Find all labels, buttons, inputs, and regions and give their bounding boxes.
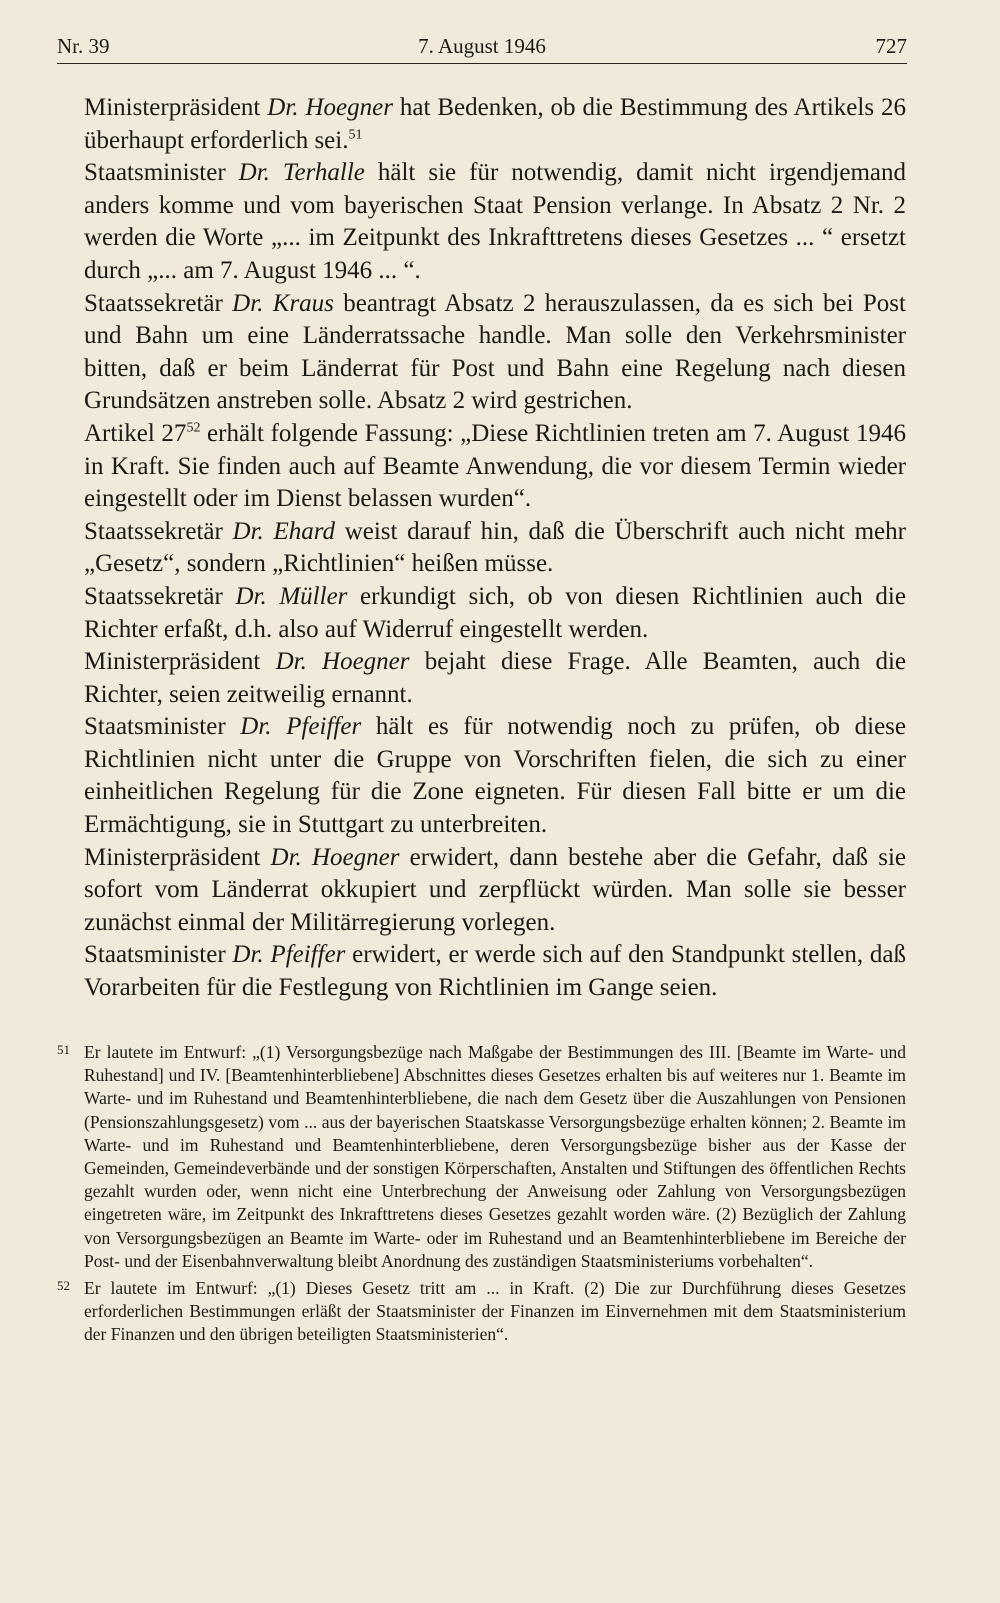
speaker-name: Dr. Pfeiffer [240,713,362,741]
speaker-name: Dr. Müller [235,582,348,610]
page-header [57,30,907,64]
speaker-name: Dr. Hoegner [275,648,410,676]
page-number: 727 [875,34,907,58]
paragraph: Staatssekretär Dr. Ehard weist darauf hin, daß die Überschrift auch nicht mehr „Gesetz“, sondern „Richtlinien“ heißen müsse. [84,517,906,578]
footnote-ref: 52 [186,420,201,436]
footnotes [57,1041,906,1351]
speaker-name: Dr. Hoegner [270,843,400,871]
paragraph: Artikel $27^{52}$ erhält folgende Fassung: „Diese Richtlinien treten am 7. August 1946 in Kraft. Sie finden auch auf Beamte Anwendung, die vor diesem Termin wieder eingestellt oder im Dienst belassen wurden“. [84,419,906,513]
speaker-name: Dr. Hoegner [267,94,393,121]
speaker-name: Dr. Pfeiffer [232,941,346,969]
footnote [57,1041,906,1273]
header-rule [57,63,907,64]
footnote-number: 52 [57,1278,70,1294]
footnote-text: Er lautete im Entwurf: „(1) Dieses Gesetz tritt am ... in Kraft. (2) Die zur Durchführung dieses Gesetzes erforderlichen Bestimmungen erläßt der Staatsminister der Finanzen im Einvernehmen mit dem Staatsministerium der Finanzen und den übrigen beteiligten Staatsministerien“. [84,1278,906,1345]
paragraph: Staatsminister Dr. Terhalle hält sie für notwendig, damit nicht irgendjemand anders komme und vom bayerischen Staat Pension verlange. In Absatz 2 Nr. 2 werden die Worte „... im Zeitpunkt des Inkrafttretens dieses Gesetzes ... “ ersetzt durch „... am 7. August 1946 ... “. [84,159,907,284]
paragraph: Staatssekretär Dr. Müller erkundigt sich, ob von diesen Richtlinien auch die Richter erfaßt, d.h. also auf Widerruf eingestellt werden. [84,582,906,643]
paragraph: Staatsminister Dr. Pfeiffer hält es für notwendig noch zu prüfen, ob diese Richtlinien nicht unter die Gruppe von Vorschriften fielen, die sich zu einer einheitlichen Regelung für die Zone eigneten. Für diesen Fall bitte er um die Ermächtigung, sie in Stuttgart zu unterbreiten. [84,713,907,839]
footnote-ref: 51 [348,127,363,143]
footnote-number: 51 [57,1042,70,1057]
speaker-name: Dr. Kraus [232,289,334,317]
paragraph: Ministerpräsident Dr. Hoegner hat Bedenken, ob die Bestimmung des Artikels 26 überhaupt erforderlich sei.$^{51}$ [84,94,906,154]
footnote [57,1277,906,1347]
paragraph: Staatsminister Dr. Pfeiffer erwidert, er werde sich auf den Standpunkt stellen, daß Vorarbeiten für die Festlegung von Richtlinien im Gange seien. [84,941,906,1002]
paragraph: Ministerpräsident Dr. Hoegner bejaht diese Frage. Alle Beamten, auch die Richter, seien zeitweilig ernannt. [84,648,906,708]
paragraph: Ministerpräsident Dr. Hoegner erwidert, dann bestehe aber die Gefahr, daß sie sofort vom Länderrat okkupiert und zerpflückt würden. Man solle sie besser zunächst einmal der Militärregierung vorlegen. [84,843,906,936]
speaker-name: Dr. Terhalle [238,159,365,187]
issue-number: Nr. 39 [57,34,110,58]
protocol-body [84,92,906,1005]
paragraph: Staatssekretär Dr. Kraus beantragt Absatz 2 herauszulassen, da es sich bei Post und Bahn um eine Länderratssache handle. Man solle den Verkehrsminister bitten, daß er beim Länderrat für Post und Bahn eine Regelung nach diesen Grundsätzen anstreben solle. Absatz 2 wird gestrichen. [84,289,906,415]
footnote-text: Er lautete im Entwurf: „(1) Versorgungsbezüge nach Maßgabe der Bestimmungen des III. [Beamte im Warte- und Ruhestand] und IV. [Beamtenhinterbliebene] Abschnittes dieses Gesetzes erhalten bis auf weiteres nur 1. Beamte im Warte- und im Ruhestand und Beamtenhinterbliebene, die nach dem Gesetz über die Auszahlungen von Pensionen (Pensionszahlungsgesetz) vom ... aus der bayerischen Staatskasse Versorgungsbezüge erhalten können; 2. Beamte im Warte- und im Ruhestand und Beamtenhinterbliebene, deren Versorgungsbezüge bisher aus der Kasse der Gemeinden, Gemeindeverbände und der sonstigen Körperschaften, Anstalten und Stiftungen des öffentlichen Rechts gezahlt wurden oder, wenn nicht eine Unterbrechung der Anweisung oder Zahlung von Versorgungsbezügen eingetreten wäre, im Zeitpunkt des Inkrafttretens dieses Gesetzes gezahlt worden wäre. (2) Bezüglich der Zahlung von Versorgungsbezügen an Beamte im Warte- oder im Ruhestand und an Beamtenhinterbliebene im Bereiche der Post- und der Eisenbahnverwaltung bleibt Anordnung des zuständigen Staatsministeriums vorbehalten“. [84,1042,906,1271]
header-date: 7. August 1946 [418,34,546,58]
speaker-name: Dr. Ehard [232,517,336,545]
